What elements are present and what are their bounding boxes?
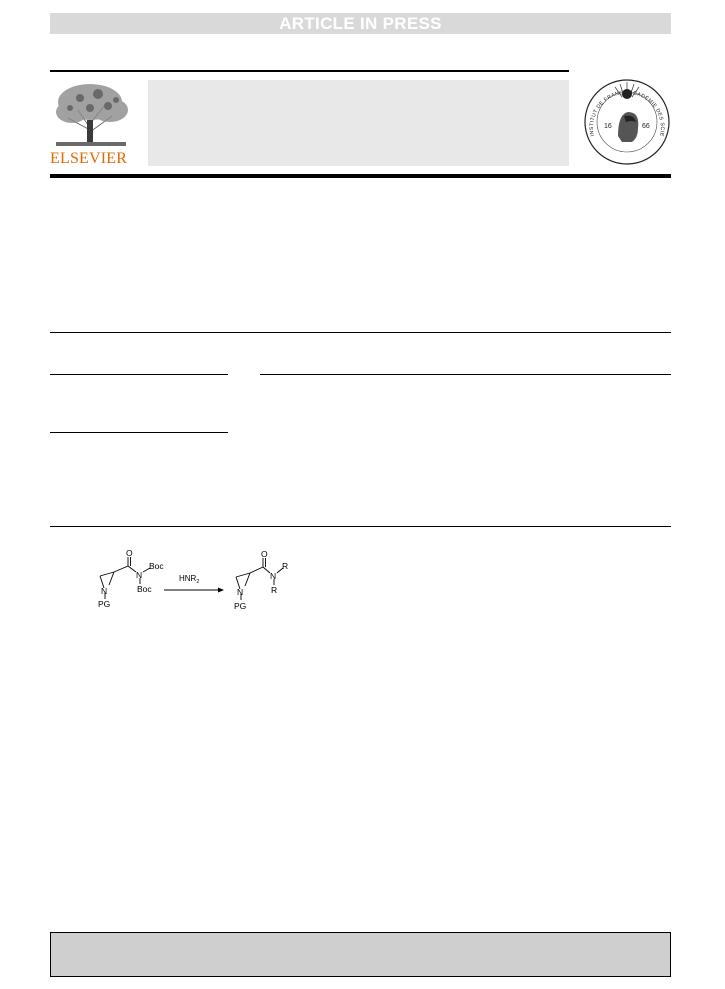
reactant-amide-n: N [136, 570, 143, 580]
reactant-ring-n: N [101, 586, 108, 596]
elsevier-wordmark: ELSEVIER [50, 150, 128, 167]
product-ring-n: N [237, 587, 244, 597]
reactant-boc-top: Boc [149, 561, 164, 571]
svg-text:16: 16 [604, 123, 612, 130]
header-top-rule [50, 70, 569, 72]
graphical-abstract [90, 548, 310, 623]
tree-icon [50, 80, 132, 148]
academie-seal [582, 76, 672, 168]
product-pg: PG [234, 601, 247, 611]
product-r-top: R [282, 561, 289, 571]
footer-box [50, 932, 671, 977]
article-info-left-rule-1 [50, 374, 228, 375]
graphical-abstract-top-rule [50, 526, 671, 527]
elsevier-logo [50, 80, 132, 170]
product-carbonyl-o: O [261, 549, 268, 559]
article-info-left-rule-2 [50, 432, 228, 433]
academie-des-sciences-seal-icon [582, 76, 672, 168]
product-r-bottom: R [271, 585, 278, 595]
product-amide-n: N [270, 571, 277, 581]
article-in-press-banner: ARTICLE IN PRESS [50, 13, 671, 34]
journal-title-box [148, 80, 569, 166]
header-bottom-rule [50, 174, 671, 178]
reactant-boc-bottom: Boc [137, 584, 152, 594]
reactant-carbonyl-o: O [126, 548, 133, 558]
reagent-label: $HNR_2$ [179, 574, 200, 585]
seal-text: INSTITUT DE FRANCE ACADÉMIE DES SCIE [588, 89, 666, 138]
reactant-pg: PG [98, 599, 111, 609]
abstract-heading-rule [260, 374, 671, 375]
svg-text:66: 66 [642, 123, 650, 130]
article-info-top-rule [50, 332, 671, 333]
reaction-scheme [90, 548, 310, 623]
